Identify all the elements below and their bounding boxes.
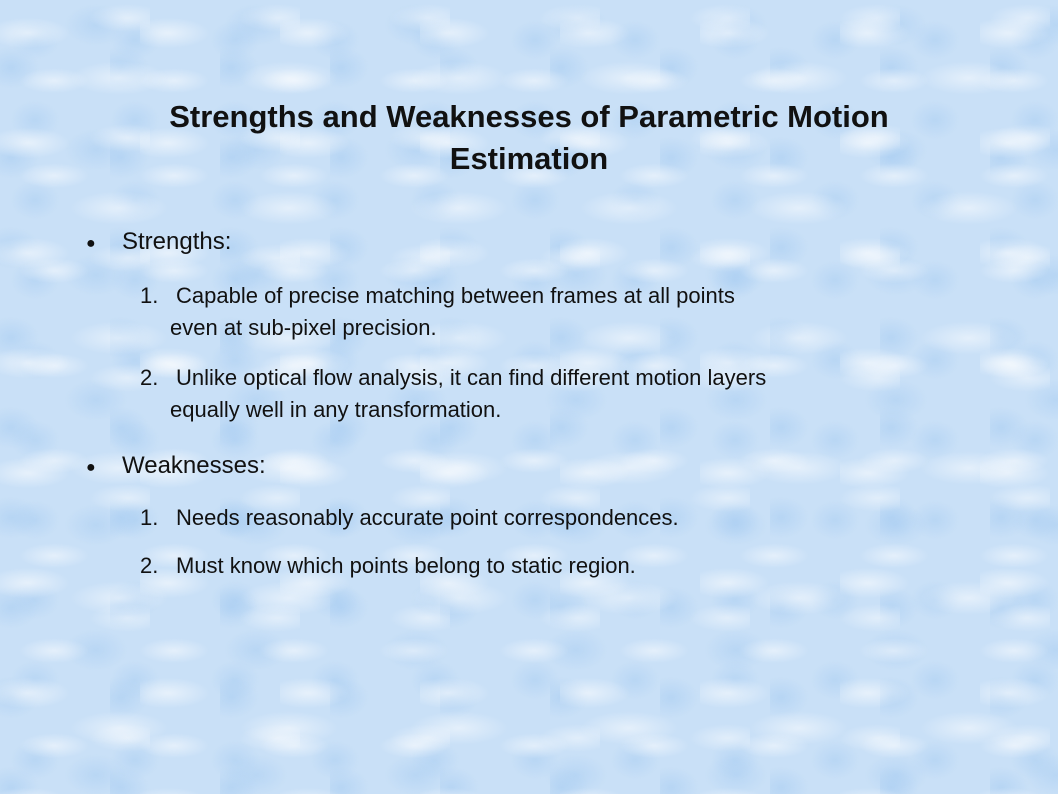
item-number: 2.	[140, 553, 159, 578]
item-text-line-1: Capable of precise matching between frames at all points	[176, 283, 735, 308]
strength-item-2	[140, 362, 980, 426]
strengths-heading: Strengths:	[122, 228, 232, 255]
bullet-icon: ●	[86, 235, 96, 252]
item-number: 1.	[140, 283, 159, 308]
slide-title-line-1: Strengths and Weaknesses of Parametric Motion	[169, 99, 889, 134]
item-text-line-2: equally well in any transformation.	[170, 397, 502, 422]
item-text-line-1: Unlike optical flow analysis, it can find different motion layers	[176, 365, 767, 390]
slide-title-line-2: Estimation	[449, 141, 609, 176]
item-text-line-2: even at sub-pixel precision.	[170, 315, 437, 340]
weakness-item-2	[140, 550, 980, 582]
item-text-line-1: Needs reasonably accurate point correspondences.	[176, 505, 679, 530]
bullet-icon: ●	[86, 459, 96, 476]
weakness-item-1	[140, 502, 980, 534]
weaknesses-heading: Weaknesses:	[122, 452, 266, 479]
slide-title	[60, 96, 998, 180]
strength-item-1	[140, 280, 980, 344]
item-text-line-1: Must know which points belong to static region.	[176, 553, 636, 578]
item-number: 1.	[140, 505, 159, 530]
item-number: 2.	[140, 365, 159, 390]
